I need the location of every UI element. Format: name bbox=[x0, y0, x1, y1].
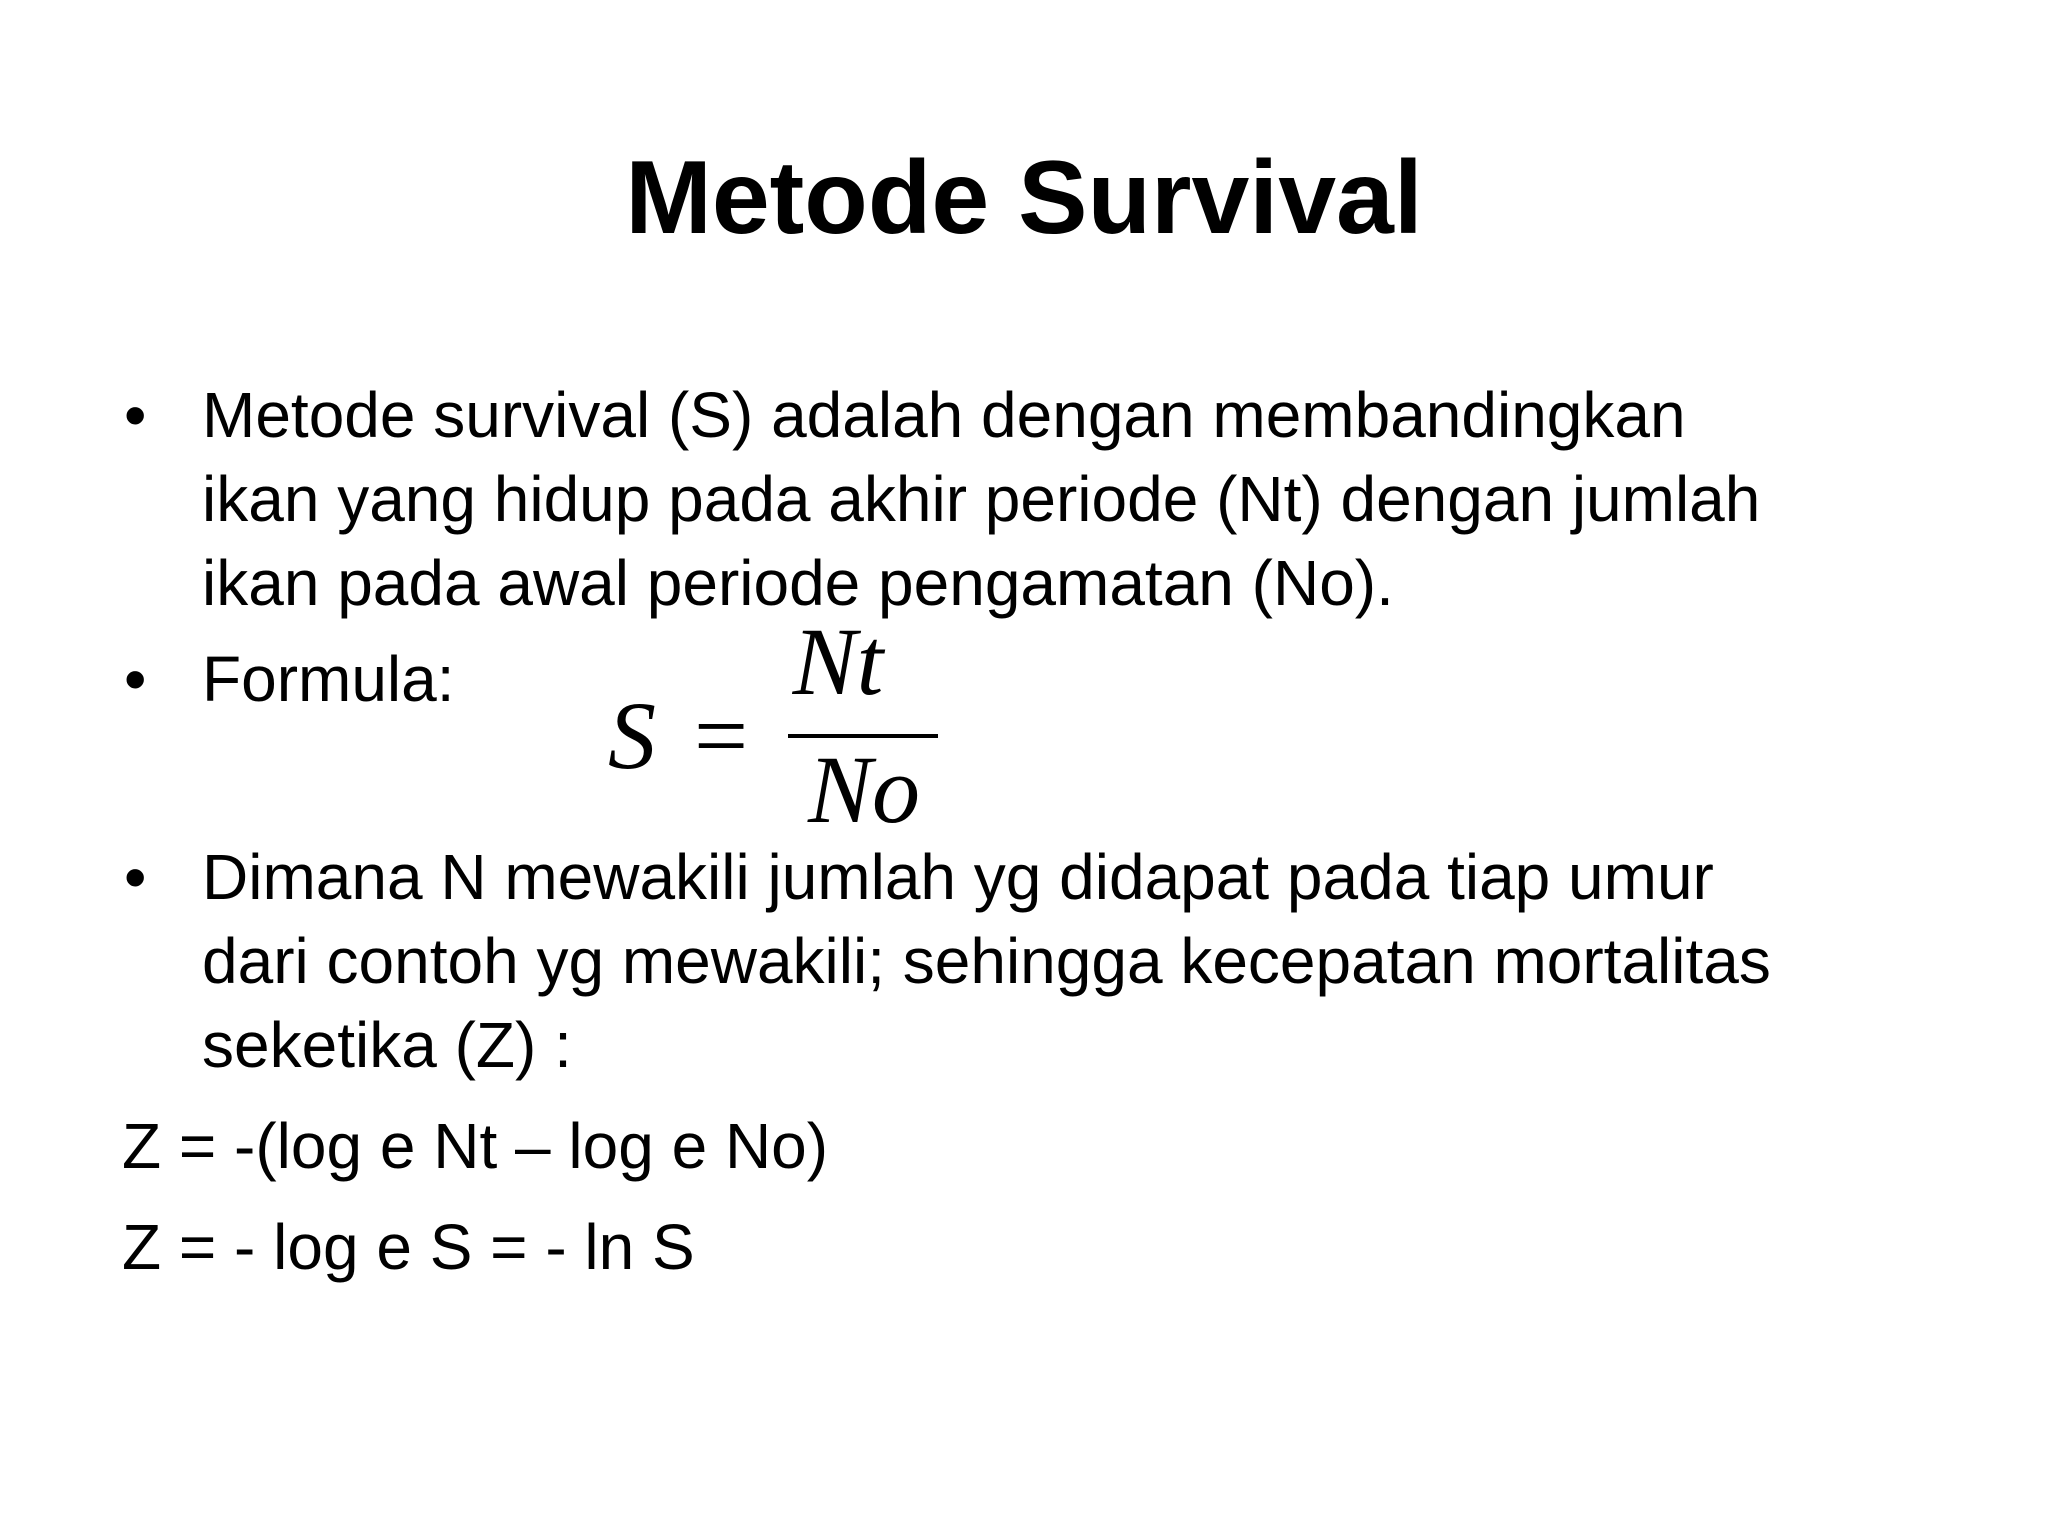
bullet-icon: • bbox=[124, 643, 147, 715]
bullet-text-formula-label: Formula: bbox=[202, 643, 455, 715]
survival-formula bbox=[608, 608, 968, 852]
formula-graphic bbox=[608, 608, 968, 852]
bullet-icon: • bbox=[124, 841, 147, 913]
slide-title: Metode Survival bbox=[625, 140, 1423, 256]
bullet-text-definition: Metode survival (S) adalah dengan membandingkan ikan yang hidup pada akhir periode (Nt) dengan jumlah ikan pada awal periode pengamatan (No). bbox=[202, 379, 1761, 619]
formula-equals: = bbox=[694, 682, 749, 789]
equation-z-log-difference: Z = -(log e Nt – log e No) bbox=[122, 1110, 829, 1182]
formula-lhs: S bbox=[608, 682, 656, 789]
bullet-text-mortality: Dimana N mewakili jumlah yg didapat pada tiap umur dari contoh yg mewakili; sehingga kecepatan mortalitas seketika (Z) : bbox=[202, 841, 1771, 1081]
bullet-icon: • bbox=[124, 379, 147, 451]
formula-denominator: No bbox=[807, 736, 921, 843]
formula-numerator: Nt bbox=[792, 608, 884, 715]
equation-z-ln-s: Z = - log e S = - ln S bbox=[122, 1211, 695, 1283]
